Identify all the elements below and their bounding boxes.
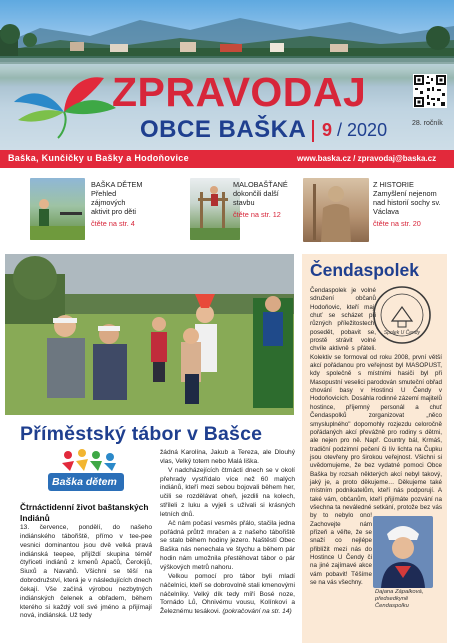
teaser-baska-detem[interactable] — [30, 178, 143, 244]
baska-detem-logo-text: Baška dětem — [52, 476, 117, 488]
article-paragraph: V nadcházejících čtrnácti dnech se v okolí přehrady vystřídalo více než 60 malých indiánů, kteří mezi sebou bojovali během her, učili se rozdělávat oheň, jezdili na kolech, stříleli z luku a vyjeli s užívali si krásných letních dnů. — [160, 466, 295, 518]
portrait-caption: Dajana Zápalková, předsedkyně Čendaspolku — [375, 589, 424, 609]
article-title: Příměstský tábor v Bašce — [20, 423, 263, 445]
article-paragraph: žádná Karolína, Jakub a Tereza, ale Dlouhý vlas, Velký totem nebo Malá liška. — [160, 449, 295, 465]
teaser-malobastane[interactable] — [176, 178, 286, 244]
teaser-photo — [30, 178, 85, 240]
sidebar-body: Čendaspolek je volné sdružení občanů Hodoňovic, kteří mají chuť se scházet při různých příležitostech, posedět, pobavit se, prostě strávit volné chvíle aktivně s přáteli. Kolektiv se formoval od roku 2008, první větší akcí pořádanou pro veřejnost byl MASOPUST, kdy společně s místními hasiči byl při Masopustní veselici parodován smuteční obřad chování basy v Hostinci U Čendy v Hodoňovicích. Dosáhla rodinné zázemí majitelů hostince, příjemný personál a chuť Čendaspolků zorganizovat „něco smysluplného" dopomohly rozjezdu celoročně pořádaných akcí převážně pro rodiny s dětmi, ale nejen pro ně. Např. Country bál, Krmáš, tradiční podzimní pečení či lív lichta na Čupku jsou otevřeny pro širokou veřejnost. Všichni si uvědomujeme, že bez vydatné pomoci Obce Baška by rozsah některých akcí nebyl takový, jaký je, a proto děkujeme… Děkujeme také místním podnikatelům, kteří nás podporují. A také vám, občanům, kteří přijímáte pozvání na všechna ta neváledné setkání, protože bez vás by to nebylo ono! Zachovejte nám přízeň a věřte, že se snaží co nejlépe přiblížit mezi nás do Hostince U Čendy či na jiné zajímavé akce vám pobavit! Těšíme se na vás všechny. — [310, 287, 443, 587]
newsletter-title: ZPRAVODAJ — [112, 69, 367, 115]
teaser-more-link[interactable]: čtěte na str. 4 — [91, 219, 135, 228]
volume-label: 28. ročník — [412, 120, 443, 127]
villages-label: Baška, Kunčičky u Bašky a Hodoňovice — [8, 153, 189, 163]
contact-links[interactable]: www.baska.cz / zpravodaj@baska.cz — [297, 154, 437, 163]
kids-figures-icon — [40, 449, 132, 495]
continued-link[interactable]: (pokračování na str. 14) — [222, 608, 292, 616]
teaser-more-link[interactable]: čtěte na str. 20 — [373, 219, 421, 228]
article-paragraph: Ač nám počasí vesměs přálo, stačila jedna pořádná průtrž mračen a z našeho tábořiště se stalo během hodiny jezero. Naštěstí Obec Baška nás nenechala ve štychu a během pár hodin nám umožnila přestěhovat tábor o pár výškových metrů nahoru. — [160, 519, 295, 571]
teaser-text: dokončili další stavbu — [233, 189, 279, 207]
stamp-text: Spolek U Čendy — [383, 330, 421, 336]
article-subheading: Čtrnáctidenní život baštanských Indiánů — [20, 502, 149, 523]
issue-number — [322, 118, 387, 142]
issue-separator — [312, 120, 314, 142]
article-paragraph-text: Velkou pomocí pro tábor byli mladí náčelníci, kteří se dobrovolně stali kmenovými náčelníky. Velký dík tedy míří Bosé noze, Tornádo Lů, Ohnivému vousu, Kolínkovi a Železnému tesákovi. — [160, 572, 295, 616]
teaser-photo — [303, 178, 369, 242]
article-column-1: 13. července, pondělí, do našeho indiánského tábořiště, přímo v tee-pee vesnici dominantou jsou dvě velká pravá indiánská teepee, přijíždí skupina téměř čtyřiceti indiánů z kmenů Apačů, Čerokíjů, Siuxů a Navahů. Všichni se těší na dobrodružství, která je v následujících dnech čekají. Vše začíná výrobou nezbytných indiánských čelenek a obřadem, během kterého si každý volí své jméno a přijímají nová, indiánská. Už tedy — [20, 524, 152, 620]
municipality-title: OBCE BAŠKA — [140, 116, 307, 143]
teaser-category: Z HISTORIE — [373, 180, 414, 189]
teaser-category: MALOBAŠŤANÉ — [233, 180, 288, 189]
header-band — [0, 150, 454, 168]
camp-photo — [5, 254, 294, 415]
teaser-category: BAŠKA DĚTEM — [91, 180, 143, 189]
teaser-text: Zamyšlení nejenom nad historií sochy sv. Václava — [373, 189, 441, 216]
issue-number-value: 9 — [322, 120, 333, 140]
article-paragraph — [160, 573, 295, 617]
issue-year: / 2020 — [337, 120, 388, 140]
leaf-logo-icon — [8, 68, 120, 140]
chairwoman-portrait — [373, 516, 433, 588]
teaser-z-historie[interactable] — [303, 178, 451, 244]
teaser-text: Přehled zájmových aktivit pro děti — [91, 189, 137, 216]
baska-detem-logo — [40, 449, 132, 495]
teaser-more-link[interactable]: čtěte na str. 12 — [233, 210, 281, 219]
article-column-2 — [160, 449, 295, 617]
qr-code-icon — [413, 74, 447, 108]
spolek-stamp-icon — [372, 285, 432, 345]
sidebar-title: Čendaspolek — [310, 260, 419, 280]
